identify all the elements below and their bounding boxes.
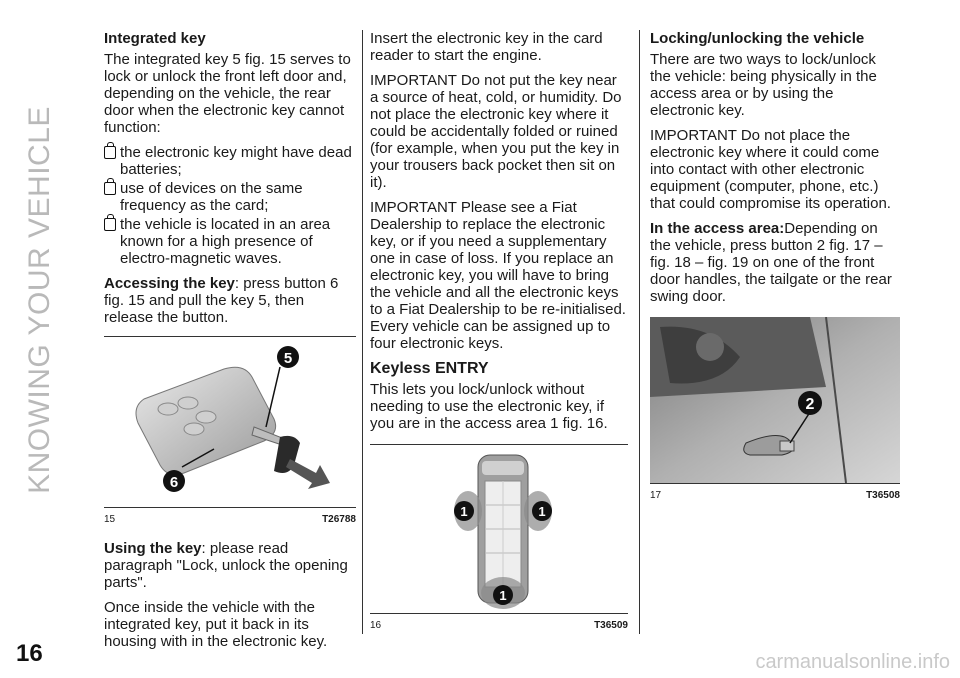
callout-1-rear-label: 1 bbox=[499, 588, 507, 603]
important-paragraph-1: IMPORTANT Do not put the key near a source of heat, cold, or humidity. Do not place the electronic key where it could be accidentally folded or ruined (for example, when you put the key in your trousers back pocket then sit on it). bbox=[370, 72, 622, 191]
door-handle-photo bbox=[650, 317, 900, 483]
list-item bbox=[104, 216, 356, 267]
figure-code: T36509 bbox=[594, 620, 628, 631]
insert-paragraph: Insert the electronic key in the card reader to start the engine. bbox=[370, 30, 603, 64]
callout-1-left-label: 1 bbox=[460, 504, 468, 519]
figure-caption bbox=[370, 613, 628, 634]
lock-bullet-icon bbox=[104, 218, 116, 231]
column-3 bbox=[650, 30, 900, 504]
locking-heading: Locking/unlocking the vehicle bbox=[650, 30, 865, 47]
accessing-paragraph bbox=[104, 275, 356, 326]
integrated-key-heading: Integrated key bbox=[104, 30, 206, 47]
figure-code: T36508 bbox=[866, 490, 900, 501]
accessing-label: Accessing the key bbox=[104, 275, 235, 292]
column-divider bbox=[639, 30, 640, 634]
access-area-text: Depending on the vehicle, press button 2 fig. 17 – fig. 18 – fig. 19 on one of the front door handles, the tailgate or the rear swing door. bbox=[650, 220, 892, 305]
callout-6-label: 6 bbox=[169, 474, 179, 491]
figure-15 bbox=[104, 336, 356, 528]
list-item bbox=[104, 144, 356, 178]
figure-code: T26788 bbox=[322, 514, 356, 525]
list-item-text: use of devices on the same frequency as the card; bbox=[120, 180, 303, 214]
using-paragraph bbox=[104, 540, 356, 591]
once-inside-paragraph: Once inside the vehicle with the integrated key, put it back in its housing with in the electronic key. bbox=[104, 599, 328, 650]
access-area-label: In the access area: bbox=[650, 220, 785, 237]
column-1 bbox=[104, 30, 356, 658]
figure-16 bbox=[370, 444, 628, 634]
figure-number: 17 bbox=[650, 490, 662, 501]
lock-bullet-icon bbox=[104, 182, 116, 195]
watermark: carmanualsonline.info bbox=[755, 651, 950, 673]
figure-caption bbox=[104, 507, 356, 528]
list-item-text: the vehicle is located in an area known for a high presence of electro-magnetic waves. bbox=[120, 216, 331, 267]
using-label: Using the key bbox=[104, 540, 202, 557]
figure-number: 16 bbox=[370, 620, 382, 631]
section-side-title: KNOWING YOUR VEHICLE bbox=[23, 106, 56, 494]
column-divider bbox=[362, 30, 363, 634]
page-number: 16 bbox=[16, 640, 43, 667]
electronic-key-illustration bbox=[104, 337, 356, 507]
using-text: : please read paragraph "Lock, unlock the opening parts". bbox=[104, 540, 348, 591]
figure-number: 15 bbox=[104, 514, 116, 525]
keyless-entry-heading: Keyless ENTRY bbox=[370, 360, 489, 377]
accessing-text: : press button 6 fig. 15 and pull the key 5, then release the button. bbox=[104, 275, 339, 326]
access-area-paragraph bbox=[650, 220, 900, 305]
lock-bullet-icon bbox=[104, 146, 116, 159]
important-paragraph-2: IMPORTANT Please see a Fiat Dealership to replace the electronic key, or if you need a supplementary one in case of loss. If you replace an electronic key, you will have to bring the vehicle and all the electronic keys to a Fiat Dealership to be re-initialised. Every vehicle can be assigned up to four electronic keys. bbox=[370, 199, 626, 352]
keyless-entry-text: This lets you lock/unlock without needing to use the electronic key, if you are in the access area 1 fig. 16. bbox=[370, 381, 608, 432]
vehicle-access-area-illustration bbox=[370, 445, 628, 613]
callout-2-label: 2 bbox=[805, 396, 815, 413]
locking-intro: There are two ways to lock/unlock the vehicle: being physically in the access area or by using the electronic key. bbox=[650, 51, 877, 119]
callout-1-right-label: 1 bbox=[538, 504, 546, 519]
list-item-text: the electronic key might have dead batteries; bbox=[120, 144, 352, 178]
integrated-key-intro: The integrated key 5 fig. 15 serves to lock or unlock the front left door and, depending on the vehicle, the rear door when the electronic key cannot function: bbox=[104, 51, 351, 136]
callout-5-label: 5 bbox=[283, 350, 293, 367]
figure-17 bbox=[650, 317, 900, 504]
column-2 bbox=[370, 30, 628, 634]
figure-caption bbox=[650, 483, 900, 504]
list-item bbox=[104, 180, 356, 214]
locking-important: IMPORTANT Do not place the electronic key where it could come into contact with other electronic equipment (computer, phone, etc.) that could compromise its operation. bbox=[650, 127, 891, 212]
